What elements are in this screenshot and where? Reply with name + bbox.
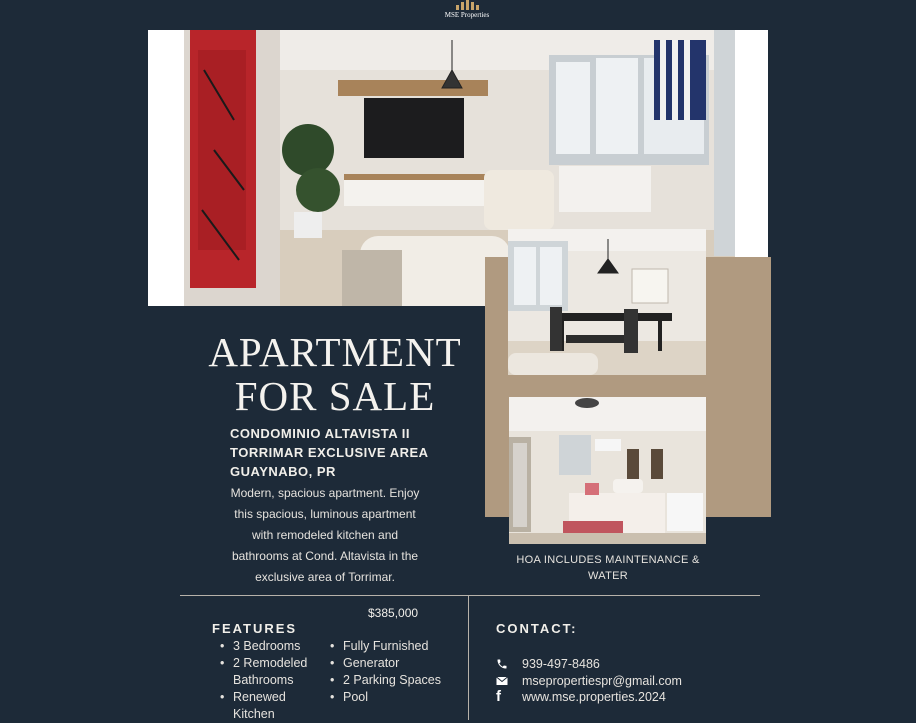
listing-title: [200, 330, 470, 418]
feature-item: • 2 Remodeled Bathrooms: [219, 655, 324, 689]
contact-web-row[interactable]: [496, 690, 666, 704]
feature-item: • Fully Furnished: [329, 638, 464, 655]
features-list-2: [329, 638, 464, 706]
contact-heading: CONTACT:: [496, 621, 578, 636]
description-line: exclusive area of Torrimar.: [255, 570, 395, 584]
location-block: [230, 424, 429, 481]
phone-icon: [496, 658, 522, 670]
contact-phone-row[interactable]: [496, 657, 600, 671]
title-line-2: FOR SALE: [234, 373, 436, 419]
feature-item: • Renewed Kitchen: [219, 689, 324, 723]
vertical-divider: [468, 596, 469, 720]
bedroom-photo: [509, 397, 706, 544]
feature-item: • 2 Parking Spaces: [329, 672, 464, 689]
brand-logo: [438, 0, 496, 19]
email-icon: [496, 676, 522, 686]
logo-mark-icon: [438, 0, 496, 10]
features-list-1: [219, 638, 324, 723]
features-heading: FEATURES: [212, 621, 298, 636]
description-line: with remodeled kitchen and: [251, 528, 399, 542]
feature-item: • Generator: [329, 655, 464, 672]
phone-number: 939-497-8486: [522, 657, 600, 671]
brand-name: MSE Properties: [444, 11, 490, 19]
location-line-2: TORRIMAR EXCLUSIVE AREA: [230, 445, 429, 460]
hoa-line-1: HOA INCLUDES MAINTENANCE &: [516, 554, 700, 566]
location-line-1: CONDOMINIO ALTAVISTA II: [230, 426, 411, 441]
location-line-3: GUAYNABO, PR: [230, 464, 336, 479]
hoa-line-2: WATER: [588, 570, 628, 582]
description-line: this spacious, luminous apartment: [234, 507, 416, 521]
contact-email-row[interactable]: [496, 674, 682, 688]
description-line: Modern, spacious apartment. Enjoy: [230, 486, 420, 500]
horizontal-divider: [180, 595, 760, 596]
description: [208, 483, 442, 588]
feature-item: • Pool: [329, 689, 464, 706]
dining-room-photo: [508, 229, 706, 375]
email-address: msepropertiespr@gmail.com: [522, 674, 682, 688]
title-line-1: APARTMENT: [208, 329, 462, 375]
facebook-icon: f: [496, 688, 501, 705]
feature-item: • 3 Bedrooms: [219, 638, 324, 655]
website-url: www.mse.properties.2024: [522, 690, 666, 704]
hoa-note: [510, 552, 706, 584]
description-line: bathrooms at Cond. Altavista in the: [231, 549, 419, 563]
price: $385,000: [368, 606, 419, 620]
